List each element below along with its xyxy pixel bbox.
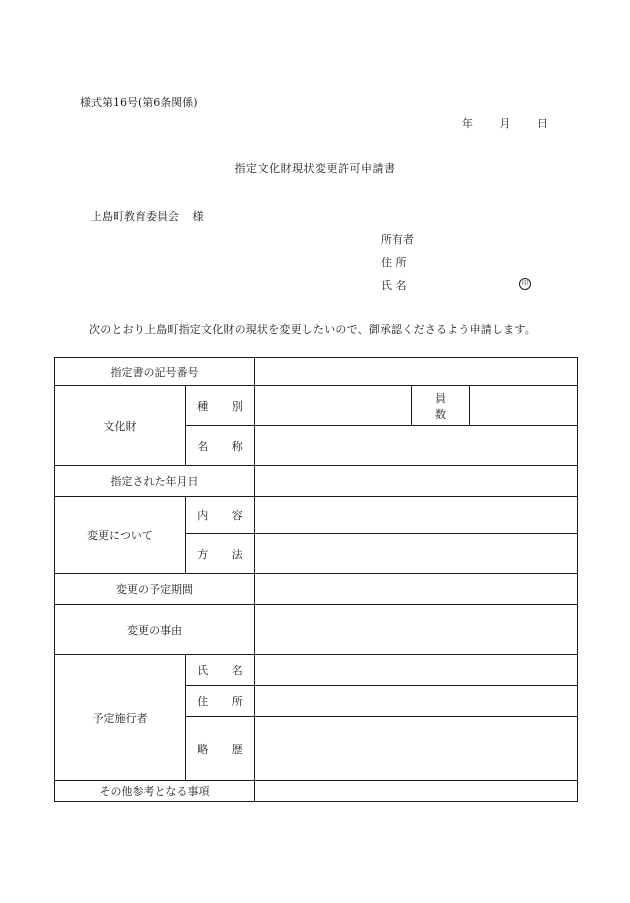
count-field[interactable] <box>470 386 578 426</box>
addressee-name: 上島町教育委員会 <box>91 210 179 223</box>
change-method-field[interactable] <box>255 534 578 574</box>
scheduled-period-label: 変更の予定期間 <box>55 574 255 605</box>
table-row <box>55 358 578 386</box>
property-name-label: 名 称 <box>186 426 255 466</box>
change-content-field[interactable] <box>255 497 578 534</box>
other-matters-field[interactable] <box>255 781 578 802</box>
table-row <box>55 655 578 686</box>
table-row <box>55 386 578 426</box>
other-matters-label: その他参考となる事項 <box>55 781 255 802</box>
designation-date-field[interactable] <box>255 466 578 497</box>
executor-address-field[interactable] <box>255 686 578 717</box>
table-row <box>55 781 578 802</box>
change-method-label: 方 法 <box>186 534 255 574</box>
scheduled-executor-label: 予定施行者 <box>55 655 186 781</box>
executor-history-field[interactable] <box>255 717 578 781</box>
table-row <box>55 497 578 534</box>
applicant-block <box>381 233 419 302</box>
applicant-address-row <box>381 256 419 279</box>
about-change-label: 変更について <box>55 497 186 574</box>
executor-name-label: 氏 名 <box>186 655 255 686</box>
application-form-table <box>54 357 578 802</box>
count-label: 員 数 <box>412 386 470 426</box>
applicant-owner-row <box>381 233 419 256</box>
change-reason-label: 変更の事由 <box>55 605 255 655</box>
seal-mark: 印 <box>519 278 531 290</box>
addressee <box>91 208 204 224</box>
applicant-address-label: 住 所 <box>381 256 407 269</box>
cultural-property-label: 文化財 <box>55 386 186 466</box>
change-content-label: 内 容 <box>186 497 255 534</box>
date-month-label: 月 <box>499 117 511 130</box>
date-year-label: 年 <box>462 117 473 130</box>
type-label: 種 別 <box>186 386 255 426</box>
table-row <box>55 466 578 497</box>
executor-history-label: 略 歴 <box>186 717 255 781</box>
application-statement: 次のとおり上島町指定文化財の現状を変更したいので、御承認くださるよう申請します。 <box>89 323 536 336</box>
table-row <box>55 574 578 605</box>
type-field[interactable] <box>255 386 412 426</box>
designation-number-field[interactable] <box>255 358 578 386</box>
form-number: 様式第16号(第6条関係) <box>80 96 198 109</box>
owner-label: 所有者 <box>381 233 414 246</box>
executor-address-label: 住 所 <box>186 686 255 717</box>
property-name-field[interactable] <box>255 426 578 466</box>
designation-number-label: 指定書の記号番号 <box>55 358 255 386</box>
applicant-name-label: 氏 名 <box>381 279 407 292</box>
date-line <box>462 115 548 131</box>
scheduled-period-field[interactable] <box>255 574 578 605</box>
date-day-label: 日 <box>537 117 548 130</box>
table-row <box>55 605 578 655</box>
document-title: 指定文化財現状変更許可申請書 <box>234 162 396 175</box>
change-reason-field[interactable] <box>255 605 578 655</box>
addressee-honorific: 様 <box>192 210 204 223</box>
executor-name-field[interactable] <box>255 655 578 686</box>
applicant-name-row <box>381 279 419 302</box>
designation-date-label: 指定された年月日 <box>55 466 255 497</box>
